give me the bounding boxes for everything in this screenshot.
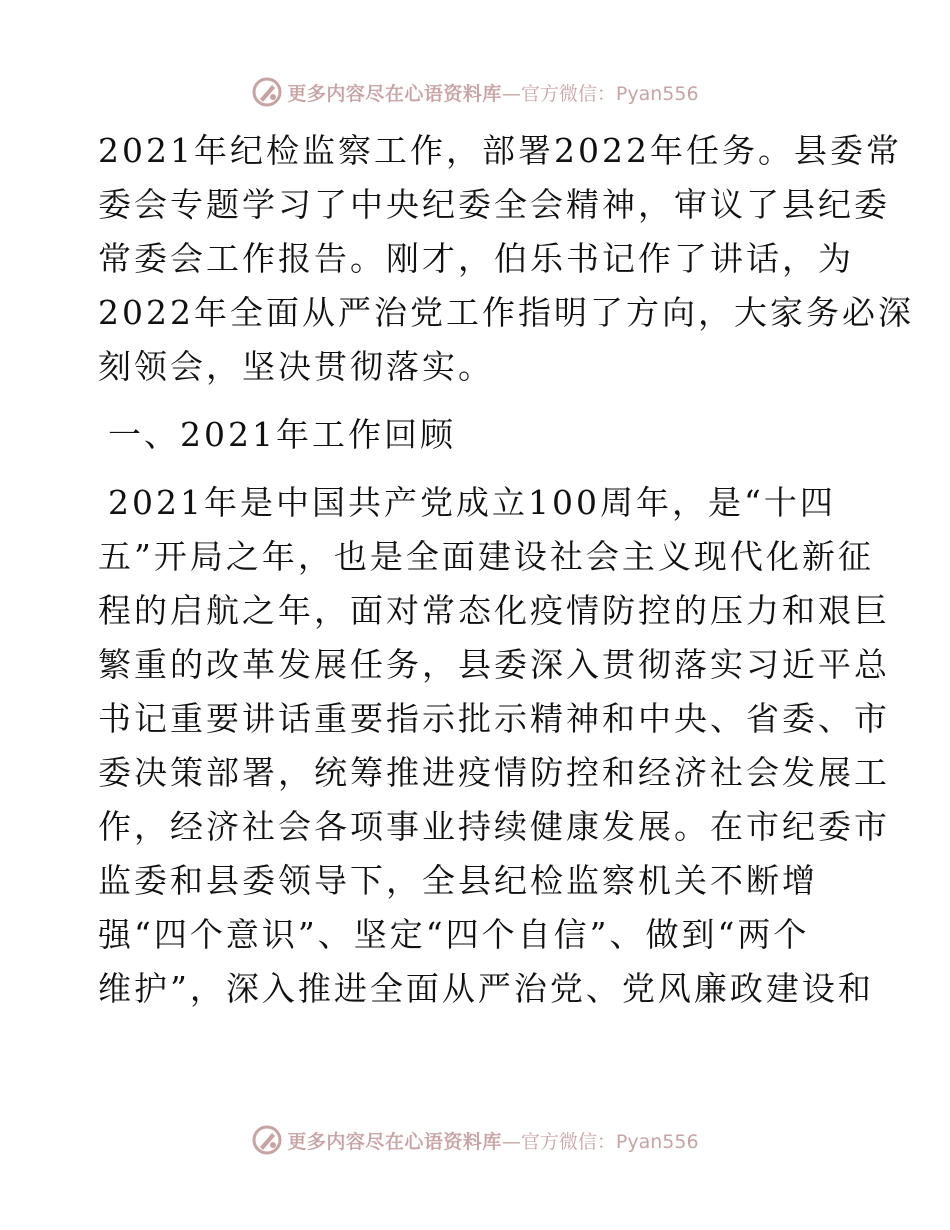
watermark-brand-text: 更多内容尽在心语资料库 bbox=[287, 1130, 502, 1153]
text-line: 2021年是中国共产党成立100周年，是“十四 bbox=[108, 483, 836, 522]
text-line: 2021年纪检监察工作，部署2022年任务。县委常 bbox=[98, 131, 902, 170]
watermark-contact-text: —官方微信：Pyan556 bbox=[501, 1130, 699, 1153]
text-line: 繁重的改革发展任务，县委深入贯彻落实习近平总 bbox=[98, 645, 890, 684]
text-line: 维护”，深入推进全面从严治党、党风廉政建设和 bbox=[98, 969, 874, 1008]
text-line: 2022年全面从严治党工作指明了方向，大家务必深 bbox=[98, 293, 914, 332]
watermark-brand-text: 更多内容尽在心语资料库 bbox=[287, 82, 502, 105]
review-paragraph bbox=[98, 476, 890, 1016]
text-line: 书记重要讲话重要指示批示精神和中央、省委、市 bbox=[98, 699, 890, 738]
text-line: 强“四个意识”、坚定“四个自信”、做到“两个 bbox=[98, 915, 810, 954]
document-body bbox=[98, 124, 914, 1016]
pen-seal-icon bbox=[251, 1124, 283, 1156]
header-watermark-banner bbox=[0, 72, 950, 112]
text-line: 五”开局之年，也是全面建设社会主义现代化新征 bbox=[98, 537, 874, 576]
text-line: 监委和县委领导下，全县纪检监察机关不断增 bbox=[98, 861, 818, 900]
text-line: 作，经济社会各项事业持续健康发展。在市纪委市 bbox=[98, 807, 890, 846]
footer-watermark-banner bbox=[0, 1120, 950, 1160]
text-line: 程的启航之年，面对常态化疫情防控的压力和艰巨 bbox=[98, 591, 890, 630]
intro-paragraph bbox=[98, 124, 914, 394]
text-line: 刻领会，坚决贯彻落实。 bbox=[98, 347, 494, 386]
section-heading: 一、2021年工作回顾 bbox=[108, 415, 456, 454]
pen-seal-icon bbox=[251, 76, 283, 108]
text-line: 委决策部署，统筹推进疫情防控和经济社会发展工 bbox=[98, 753, 890, 792]
text-line: 常委会工作报告。刚才，伯乐书记作了讲话，为 bbox=[98, 239, 854, 278]
watermark-contact-text: —官方微信：Pyan556 bbox=[501, 82, 699, 105]
text-line: 委会专题学习了中央纪委全会精神，审议了县纪委 bbox=[98, 185, 890, 224]
